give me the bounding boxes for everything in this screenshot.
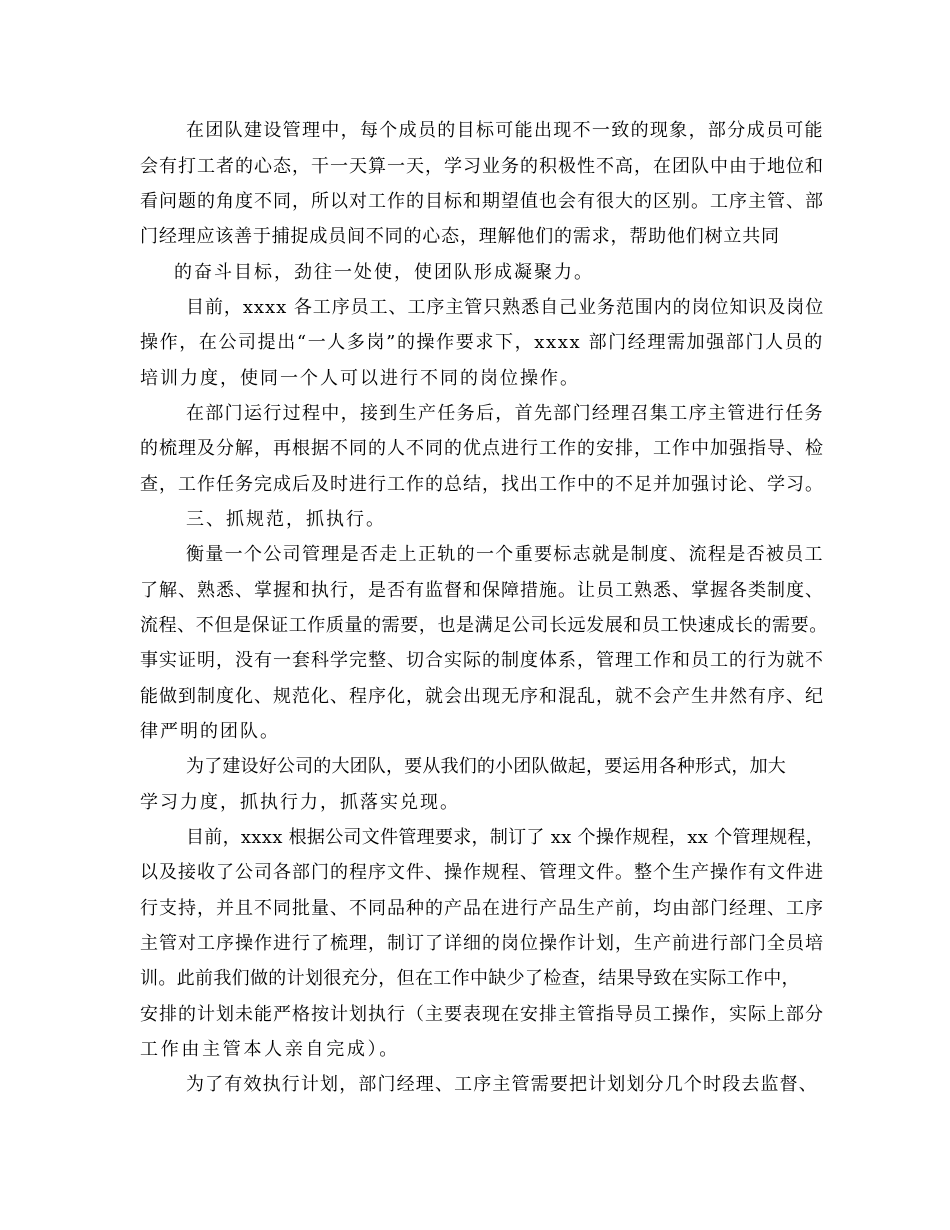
text-line: 了解、熟悉、掌握和执行，是否有监督和保障措施。让员工熟悉、掌握各类制度、 xyxy=(140,580,824,601)
text-line: 为了建设好公司的大团队，要从我们的小团队做起，要运用各种形式，加大 xyxy=(186,756,786,777)
text-line: 在部门运行过程中，接到生产任务后，首先部门经理召集工序主管进行任务 xyxy=(186,403,824,424)
text-line: 的奋斗目标，劲往一处使，使团队形成凝聚力。 xyxy=(174,262,594,283)
text-line: 律严明的团队。 xyxy=(140,721,280,742)
text-line: 目前，xxxx 各工序员工、工序主管只熟悉自己业务范围内的岗位知识及岗位 xyxy=(186,297,825,318)
text-line: 能做到制度化、规范化、程序化，就会出现无序和混乱，就不会产生井然有序、纪 xyxy=(140,686,824,707)
text-line: 在团队建设管理中，每个成员的目标可能出现不一致的现象，部分成员可能 xyxy=(186,120,824,141)
text-line: 为了有效执行计划，部门经理、工序主管需要把计划划分几个时段去监督、 xyxy=(186,1074,818,1095)
text-line: 事实证明，没有一套科学完整、切合实际的制度体系，管理工作和员工的行为就不 xyxy=(140,650,824,671)
text-line: 主管对工序操作进行了梳理，制订了详细的岗位操作计划，生产前进行部门全员培 xyxy=(140,933,824,954)
text-line: 门经理应该善于捕捉成员间不同的心态，理解他们的需求，帮助他们树立共同 xyxy=(140,226,780,247)
text-line: 看问题的角度不同，所以对工作的目标和期望值也会有很大的区别。工序主管、部 xyxy=(140,191,824,212)
text-line: 目前，xxxx 根据公司文件管理要求，制订了 xx 个操作规程，xx 个管理规程， xyxy=(186,827,824,848)
text-line: 衡量一个公司管理是否走上正轨的一个重要标志就是制度、流程是否被员工 xyxy=(186,544,824,565)
text-line: 的梳理及分解，再根据不同的人不同的优点进行工作的安排，工作中加强指导、检 xyxy=(140,438,824,459)
text-line: 安排的计划未能严格按计划执行（主要表现在安排主管指导员工操作，实际上部分 xyxy=(140,1004,824,1025)
text-line: 会有打工者的心态，干一天算一天，学习业务的积极性不高，在团队中由于地位和 xyxy=(140,156,824,177)
text-line: 查，工作任务完成后及时进行工作的总结，找出工作中的不足并加强讨论、学习。 xyxy=(140,474,824,495)
text-line: 学习力度，抓执行力，抓落实兑现。 xyxy=(140,792,460,813)
text-line: 训。此前我们做的计划很充分，但在工作中缺少了检查，结果导致在实际工作中， xyxy=(140,968,800,989)
text-line: 以及接收了公司各部门的程序文件、操作规程、管理文件。整个生产操作有文件进 xyxy=(140,862,824,883)
text-line: 流程、不但是保证工作质量的需要，也是满足公司长远发展和员工快速成长的需要。 xyxy=(140,615,828,636)
text-line: 培训力度，使同一个人可以进行不同的岗位操作。 xyxy=(140,368,580,389)
section-heading: 三、抓规范，抓执行。 xyxy=(186,509,386,530)
text-line: 行支持，并且不同批量、不同品种的产品在进行产品生产前，均由部门经理、工序 xyxy=(140,898,824,919)
text-line: 操作，在公司提出“一人多岗”的操作要求下，xxxx 部门经理需加强部门人员的 xyxy=(140,332,824,353)
text-line: 工作由主管本人亲自完成）。 xyxy=(140,1039,400,1060)
